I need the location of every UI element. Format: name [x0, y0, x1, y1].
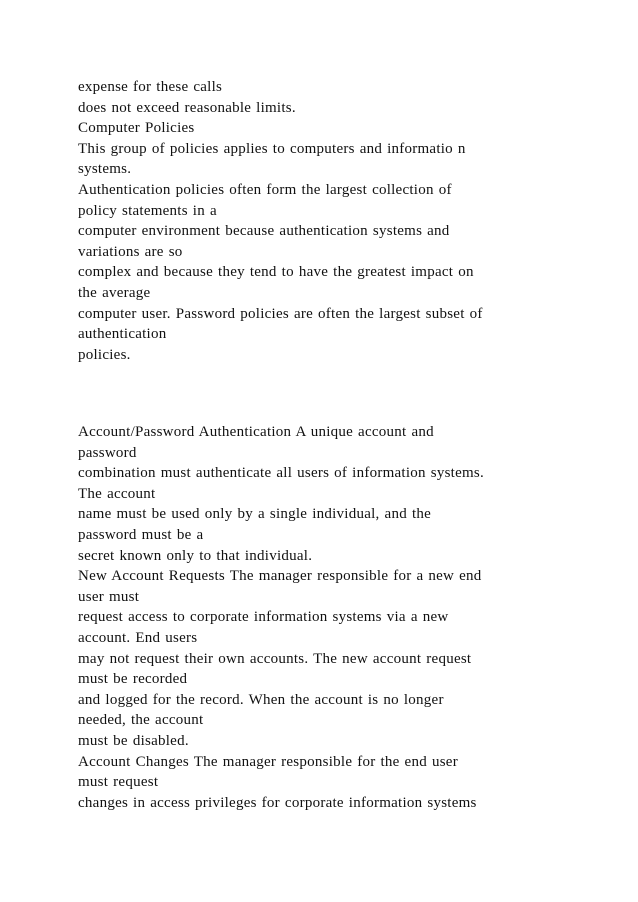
text-line: user must — [78, 588, 140, 605]
text-line: variations are so — [78, 243, 183, 260]
text-line: The account — [78, 485, 156, 502]
text-line: must be disabled. — [78, 732, 189, 749]
text-line: changes in access privileges for corporate information systems — [78, 794, 477, 811]
paragraph-block-account-policies — [78, 422, 608, 813]
text-line: password must be a — [78, 526, 204, 543]
text-line: computer user. Password policies are often the largest subset of — [78, 305, 483, 322]
text-line: secret known only to that individual. — [78, 547, 313, 564]
text-line: may not request their own accounts. The new account request — [78, 650, 472, 667]
section-heading-new-account-requests: New Account Requests The manager responsible for a new end — [78, 568, 482, 585]
text-line: request access to corporate information systems via a new — [78, 609, 449, 626]
text-line: policies. — [78, 346, 131, 363]
text-line: name must be used only by a single individual, and the — [78, 506, 432, 523]
text-line: does not exceed reasonable limits. — [78, 99, 296, 116]
text-line: must be recorded — [78, 671, 188, 688]
text-line: expense for these calls — [78, 79, 223, 95]
paragraph-block-computer-policies — [78, 77, 608, 365]
text-line: policy statements in a — [78, 202, 217, 219]
section-heading-account-changes: Account Changes The manager responsible for the end user — [78, 753, 458, 770]
text-line: must request — [78, 774, 159, 791]
section-heading-computer-policies: Computer Policies — [78, 120, 195, 137]
text-line: systems. — [78, 161, 132, 178]
text-line: complex and because they tend to have the greatest impact on — [78, 264, 474, 281]
text-line: account. End users — [78, 629, 198, 646]
text-line: needed, the account — [78, 712, 204, 729]
text-line: combination must authenticate all users of information systems. — [78, 465, 485, 482]
section-heading-account-password-authentication: Account/Password Authentication A unique account and — [78, 424, 434, 440]
text-line: authentication — [78, 326, 167, 343]
text-line: and logged for the record. When the account is no longer — [78, 691, 444, 708]
text-line: password — [78, 444, 137, 461]
text-line: the average — [78, 284, 151, 301]
text-line: Authentication policies often form the largest collection of — [78, 181, 452, 198]
text-line: computer environment because authentication systems and — [78, 223, 450, 240]
text-line: This group of policies applies to computers and informatio n — [78, 140, 466, 157]
